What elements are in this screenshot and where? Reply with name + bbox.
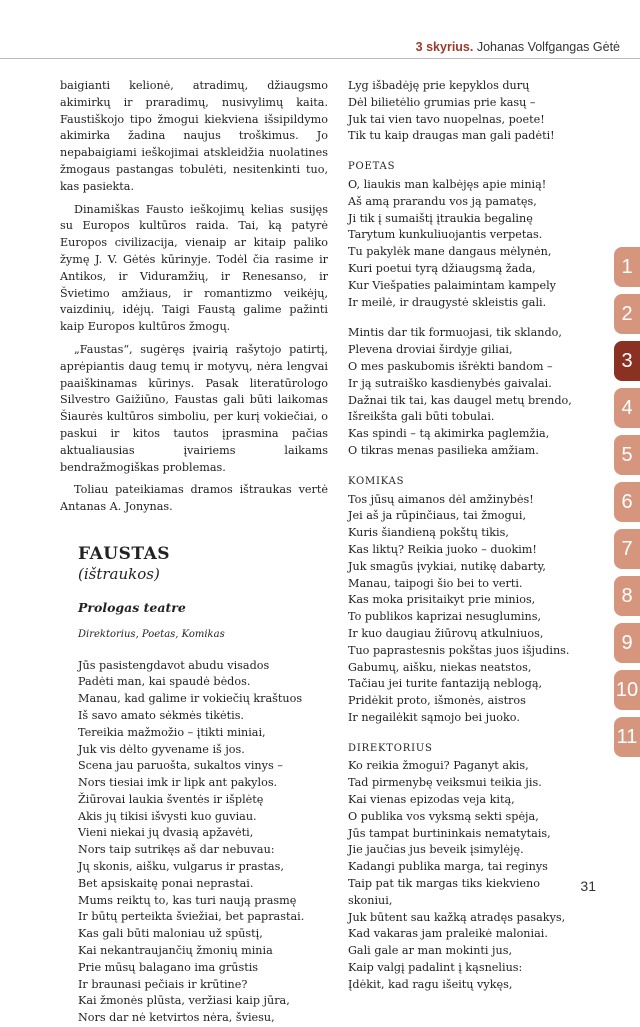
cast-list: Direktorius, Poetas, Komikas [78, 628, 225, 640]
verse-line: Scena jau paruošta, sukaltos vinys – [78, 759, 283, 773]
verse-line: Vieni niekai jų dvasią apžavėti, [78, 826, 254, 840]
verse-line: Jie jaučias jus beveik įsimylėję. [348, 843, 524, 857]
verse-line: Plevena droviai širdyje giliai, [348, 343, 513, 357]
stanza [348, 159, 580, 311]
chapter-tab-6[interactable]: 6 [614, 482, 640, 522]
verse-line: Kas gali būti maloniau už spūstį, [78, 927, 263, 941]
verse-line: Jūs tampat burtininkais nematytais, [348, 826, 551, 840]
verse-line: Žiūrovai laukia šventės ir išplėtę [78, 792, 264, 806]
stanza [348, 78, 580, 145]
verse-line: To publikos kaprizai nesuglumins, [348, 610, 542, 624]
chapter-tab-8[interactable]: 8 [614, 576, 640, 616]
stanza [348, 325, 580, 459]
verse-line: Tad pirmenybę veiksmui teikia jis. [348, 776, 542, 790]
speaker-name: DIREKTORIUS [348, 742, 433, 754]
chapter-tab-10[interactable]: 10 [614, 670, 640, 710]
chapter-tab-2[interactable]: 2 [614, 294, 640, 334]
verse-line: Akis jų tikisi išvysti kuo guviau. [78, 809, 257, 823]
right-column [348, 78, 580, 994]
chapter-label: 3 skyrius. [415, 40, 474, 54]
speaker-name: KOMIKAS [348, 475, 405, 487]
verse-line: Mums reiktų to, kas turi naują prasmę [78, 893, 297, 907]
verse-line: Tu pakylėk mane dangaus mėlynėn, [348, 245, 552, 259]
verse-line: Ir būtų perteikta šviežiai, bet paprastai. [78, 910, 305, 924]
chapter-tab-5[interactable]: 5 [614, 435, 640, 475]
verse-line: Prie mūsų balagano ima grūstis [78, 960, 259, 974]
running-header [416, 40, 620, 54]
verse-line: Tereikia mažmožio – įtikti miniai, [78, 725, 266, 739]
verse-line: Kas liktų? Reikia juoko – duokim! [348, 542, 537, 556]
intro-text [60, 78, 328, 516]
verse-line: O, liaukis man kalbėjęs apie minią! [348, 177, 547, 191]
verse-line: Kadangi publika marga, tai reginys [348, 860, 548, 874]
verse-line: Gabumų, aišku, niekas neatstos, [348, 660, 532, 674]
excerpt-title: FAUSTAS [78, 543, 171, 564]
verse-line: Kaip valgį padalint į kąsnelius: [348, 961, 523, 975]
page-number: 31 [580, 878, 596, 894]
paragraph: Dinamiškas Fausto ieškojimų kelias susijęs su Europos kultūros raida. Tai, ką patyrė Europos civilizacija, vienaip ar kitaip paliko žymę J. V. Gėtės kūrinyje. Todėl čia rasime ir Antikos, ir Viduramžių, ir Renesanso, ir Švietimo amžiaus, ir romantizmo veikėjų, vaizdinių, idėjų. Taigi Faustą galime pažinti kaip Europos kultūros žmogų. [60, 202, 328, 334]
verse-line: Išreikšta gali būti tobulai. [348, 410, 495, 424]
verse-line: Įdėkit, kad ragu išeitų vykęs, [348, 977, 513, 991]
verse-line: Tuo paprastesnis pokštas juos išjudins. [348, 643, 570, 657]
verse-line: Taip pat tik margas tiks kiekvieno skoniui, [348, 877, 540, 907]
verse-line: Pridėkit proto, išmonės, aistros [348, 694, 526, 708]
verse-line: Tos jūsų aimanos dėl amžinybės! [348, 492, 534, 506]
chapter-tab-4[interactable]: 4 [614, 388, 640, 428]
chapter-tab-11[interactable]: 11 [614, 717, 640, 757]
verse-line: O tikras menas pasilieka amžiam. [348, 443, 539, 457]
verse-line: Ko reikia žmogui? Paganyt akis, [348, 759, 529, 773]
right-verse [348, 78, 580, 994]
verse-line: Jei aš ja rūpinčiaus, tai žmogui, [348, 509, 527, 523]
verse-line: Kas moka prisitaikyt prie minios, [348, 593, 536, 607]
excerpt-subtitle: (ištraukos) [78, 564, 160, 583]
verse-line: Dažnai tik tai, kas daugel metų brendo, [348, 393, 572, 407]
verse-line: Tarytum kunkuliuojantis verpetas. [348, 228, 543, 242]
verse-line: Ir meilė, ir draugystė skleistis gali. [348, 295, 547, 309]
paragraph: baigianti kelionė, atradimų, džiaugsmo akimirkų ir praradimų, nusivylimų kaita. Faustiškojo tipo žmogui kiekviena išsipildymo akimirka žadina naujus troškimus. Jo nepabaigiami ieškojimai atskleidžia nuolatines žmogaus pastangas tobulėti, nesitenkinti tuo, kas pasiekta. [60, 79, 328, 193]
verse-line: Juk smagūs įvykiai, nutikę dabarty, [348, 559, 546, 573]
verse-line: Kuris šiandieną pokštų tikis, [348, 526, 509, 540]
verse-line: Dėl bilietėlio grumias prie kasų – [348, 95, 536, 109]
verse-line: Kad vakaras jam praleikė maloniai. [348, 927, 548, 941]
verse-line: Aš amą prarandu vos ją pamatęs, [348, 194, 537, 208]
chapter-tab-3[interactable]: 3 [614, 341, 640, 381]
verse-line: Ir kuo daugiau žiūrovų atkulniuos, [348, 626, 544, 640]
verse-line: Juk vis dėlto gyvename iš jos. [78, 742, 245, 756]
verse-line: Ir ją sutraiško kasdienybės gaivalai. [348, 376, 552, 390]
verse-line: Kai nekantraujančių žmonių minia [78, 944, 273, 958]
chapter-tab-1[interactable]: 1 [614, 247, 640, 287]
left-verse [78, 658, 328, 1027]
verse-line: Manau, taipogi šio bei to verti. [348, 576, 523, 590]
chapter-tab-7[interactable]: 7 [614, 529, 640, 569]
author-label: Johanas Volfgangas Gėtė [473, 40, 620, 54]
verse-line: O mes paskubomis išrėkti bandom – [348, 359, 553, 373]
verse-line: Ji tik į sumaištį įtraukia begalinę [348, 211, 533, 225]
verse-line: Nors tiesiai imk ir lipk ant pakylos. [78, 776, 278, 790]
verse-line: Nors dar nė ketvirtos nėra, šviesu, [78, 1011, 275, 1025]
verse-line: Lyg išbadėję prie kepyklos durų [348, 79, 530, 92]
verse-line: Iš savo amato sėkmės tikėtis. [78, 708, 244, 722]
verse-line: Kai vienas epizodas veja kitą, [348, 793, 515, 807]
paragraph: „Faustas“, sugėręs įvairią rašytojo patirtį, aprėpiantis daug temų ir motyvų, nėra lengvai paaiškinamas kūrinys. Pasak literatūrologo Silvestro Gaižiūno, Faustas gali būti laikomas Šiaurės kultūros simboliu, per kurį vokiečiai, o paskui ir kitos tautos įprasmina pačias aktualiausias įvairiems laikams bendražmogiškas problemas. [60, 342, 328, 474]
verse-line: O publika vos vyksmą sekti spėja, [348, 809, 539, 823]
verse-line: Ir negailėkit sąmojo bei juoko. [348, 710, 520, 724]
verse-line: Kuri poetui tyrą džiaugsmą žada, [348, 261, 536, 275]
verse-line: Bet apsiskaitę ponai neprastai. [78, 876, 254, 890]
verse-line: Juk būtent sau kažką atradęs pasakys, [348, 910, 566, 924]
verse-line: Padėti man, kai spaudė bėdos. [78, 675, 251, 689]
paragraph: Toliau pateikiamas dramos ištraukas vertė Antanas A. Jonynas. [60, 483, 328, 514]
verse-line: Jūs pasistengdavot abudu visados [78, 658, 270, 672]
header-divider [0, 58, 640, 59]
chapter-tabs [614, 247, 640, 764]
verse-line: Kur Viešpaties palaimintam kampely [348, 278, 556, 292]
verse-line: Ir braunasi pečiais ir krūtine? [78, 977, 248, 991]
verse-line: Mintis dar tik formuojasi, tik sklando, [348, 326, 562, 340]
verse-line: Kas spindi – tą akimirka paglemžia, [348, 427, 550, 441]
stanza [348, 474, 580, 727]
left-column [60, 78, 328, 1027]
verse-line: Juk tai vien tavo nuopelnas, poete! [348, 112, 545, 126]
verse-line: Kai žmonės plūsta, veržiasi kaip jūra, [78, 994, 290, 1008]
verse-line: Jų skonis, aišku, vulgarus ir prastas, [78, 860, 284, 874]
speaker-name: POETAS [348, 161, 396, 173]
verse-line: Tačiau jei turite fantaziją neblogą, [348, 677, 543, 691]
verse-line: Tik tu kaip draugas man gali padėti! [348, 129, 555, 143]
chapter-tab-9[interactable]: 9 [614, 623, 640, 663]
verse-line: Nors taip sutrikęs aš dar nebuvau: [78, 843, 275, 857]
verse-line: Gali gale ar man mokinti jus, [348, 944, 513, 958]
verse-line: Manau, kad galime ir vokiečių kraštuos [78, 692, 303, 706]
prologue-heading: Prologas teatre [78, 599, 186, 615]
stanza [348, 741, 580, 994]
